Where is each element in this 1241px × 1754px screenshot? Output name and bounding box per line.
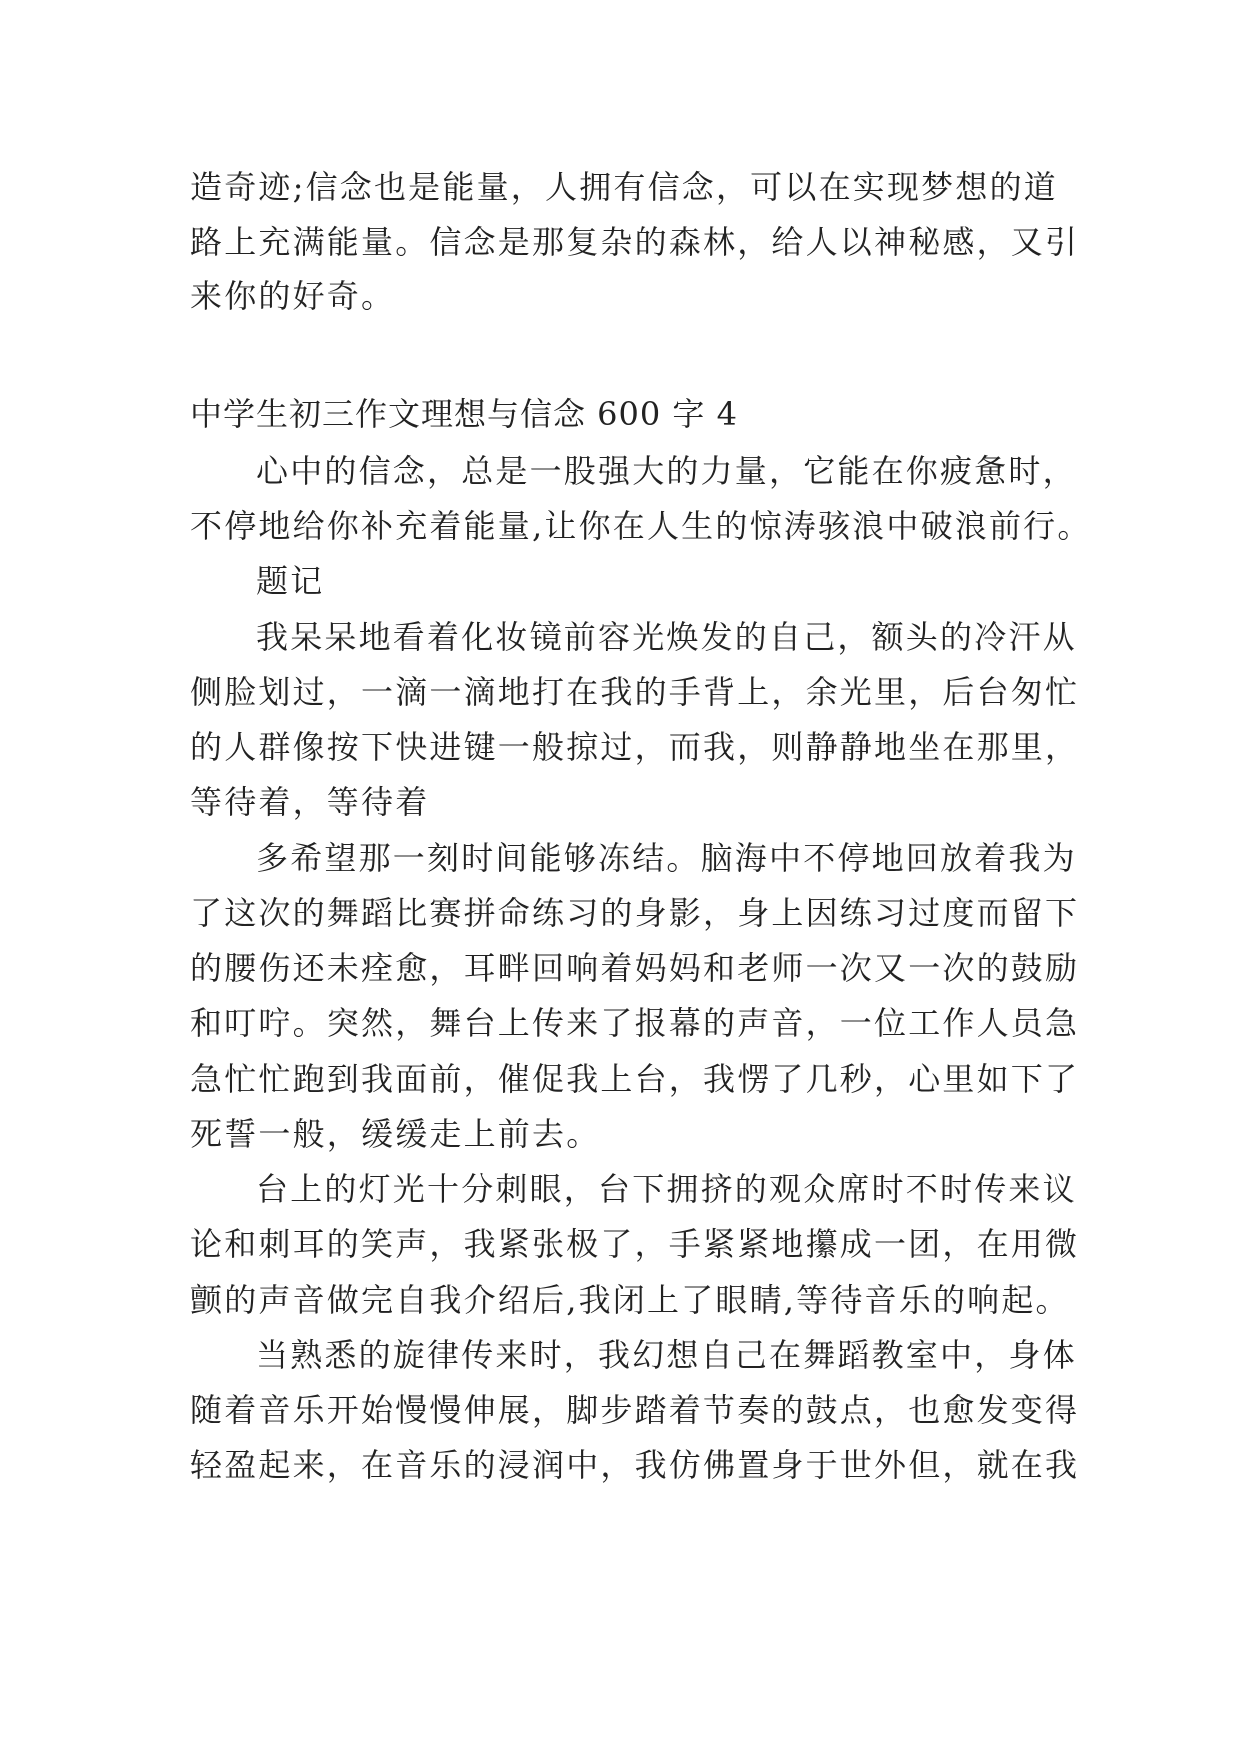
text-line: 当熟悉的旋律传来时，我幻想自己在舞蹈教室中，身体 [256,1336,1077,1374]
text-line: 随着音乐开始慢慢伸展，脚步踏着节奏的鼓点，也愈发变得 [190,1391,1080,1429]
text-line: 轻盈起来，在音乐的浸润中，我仿佛置身于世外但，就在我 [190,1446,1080,1484]
text-line: 不停地给你补充着能量,让你在人生的惊涛骇浪中破浪前行。 [190,507,1092,545]
text-line: 路上充满能量。信念是那复杂的森林，给人以神秘感，又引 [190,223,1080,261]
text-line: 侧脸划过，一滴一滴地打在我的手背上，余光里，后台匆忙 [190,673,1080,711]
section-heading: 中学生初三作文理想与信念 600 字 4 [190,395,738,433]
text-line: 我呆呆地看着化妆镜前容光焕发的自己，额头的冷汗从 [256,618,1077,656]
text-line: 死誓一般，缓缓走上前去。 [190,1115,601,1153]
text-line: 和叮咛。突然，舞台上传来了报幕的声音，一位工作人员急 [190,1004,1080,1042]
text-line: 心中的信念，总是一股强大的力量，它能在你疲惫时， [256,452,1077,490]
text-line: 等待着，等待着 [190,783,430,821]
text-line: 颤的声音做完自我介绍后,我闭上了眼睛,等待音乐的响起。 [190,1281,1070,1319]
text-line: 的人群像按下快进键一般掠过，而我，则静静地坐在那里， [190,728,1080,766]
text-line: 了这次的舞蹈比赛拼命练习的身影，身上因练习过度而留下 [190,894,1080,932]
text-line: 急忙忙跑到我面前，催促我上台，我愣了几秒，心里如下了 [190,1060,1080,1098]
text-line: 多希望那一刻时间能够冻结。脑海中不停地回放着我为 [256,839,1077,877]
text-line: 的腰伤还未痊愈，耳畔回响着妈妈和老师一次又一次的鼓励 [190,949,1080,987]
text-line: 论和刺耳的笑声，我紧张极了，手紧紧地攥成一团，在用微 [190,1225,1080,1263]
text-line: 造奇迹;信念也是能量，人拥有信念，可以在实现梦想的道 [190,168,1058,206]
text-line: 台上的灯光十分刺眼，台下拥挤的观众席时不时传来议 [256,1170,1077,1208]
text-line: 来你的好奇。 [190,277,396,315]
text-line: 题记 [256,562,325,600]
